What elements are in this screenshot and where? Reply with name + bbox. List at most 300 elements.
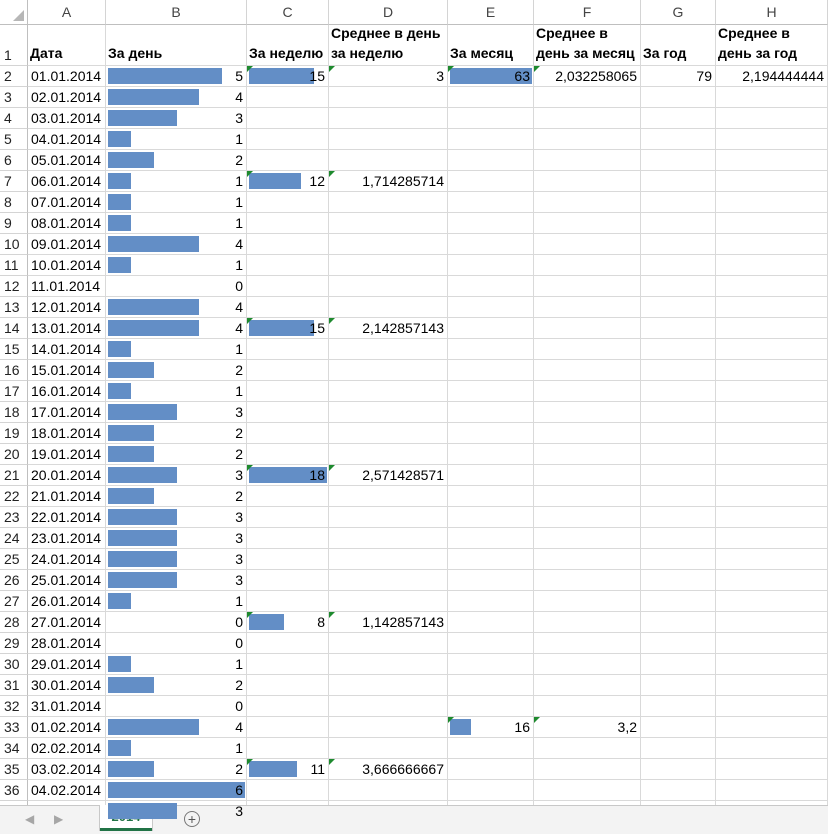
- cell-c[interactable]: [247, 444, 329, 465]
- cell-a[interactable]: [28, 255, 106, 276]
- cell-f[interactable]: [534, 696, 641, 717]
- cell-e[interactable]: [448, 255, 534, 276]
- cell-c[interactable]: [247, 591, 329, 612]
- cell-f[interactable]: [534, 87, 641, 108]
- cell-h[interactable]: [716, 486, 828, 507]
- row-header[interactable]: 17: [0, 381, 28, 402]
- cell-h[interactable]: [716, 612, 828, 633]
- cell-g[interactable]: [641, 738, 716, 759]
- cell-c[interactable]: [247, 171, 329, 192]
- row-header[interactable]: 6: [0, 150, 28, 171]
- cell-b[interactable]: [106, 87, 247, 108]
- cell-a[interactable]: [28, 360, 106, 381]
- cell-e[interactable]: [448, 381, 534, 402]
- row-header[interactable]: 23: [0, 507, 28, 528]
- cell-b[interactable]: [106, 717, 247, 738]
- cell-e[interactable]: [448, 192, 534, 213]
- cell-c[interactable]: [247, 549, 329, 570]
- cell-c[interactable]: [247, 780, 329, 801]
- cell-e[interactable]: [448, 423, 534, 444]
- row-header[interactable]: 27: [0, 591, 28, 612]
- cell-a[interactable]: [28, 612, 106, 633]
- cell-f[interactable]: [534, 66, 641, 87]
- cell-e[interactable]: [448, 570, 534, 591]
- cell-b[interactable]: [106, 444, 247, 465]
- cell-c[interactable]: [247, 234, 329, 255]
- cell-g[interactable]: [641, 696, 716, 717]
- row-header[interactable]: 13: [0, 297, 28, 318]
- cell-h[interactable]: [716, 381, 828, 402]
- cell-a[interactable]: [28, 87, 106, 108]
- cell-h[interactable]: [716, 255, 828, 276]
- cell-f[interactable]: [534, 612, 641, 633]
- cell-h[interactable]: [716, 444, 828, 465]
- cell-d[interactable]: [329, 486, 448, 507]
- cell-e[interactable]: [448, 780, 534, 801]
- cell-a[interactable]: [28, 276, 106, 297]
- cell-b[interactable]: [106, 381, 247, 402]
- cell-c[interactable]: [247, 129, 329, 150]
- row-header[interactable]: 7: [0, 171, 28, 192]
- cell-h[interactable]: [716, 759, 828, 780]
- cell-c[interactable]: [247, 87, 329, 108]
- triangle-right-icon[interactable]: ▶: [54, 812, 64, 826]
- cell-f[interactable]: [534, 213, 641, 234]
- cell-f[interactable]: [534, 381, 641, 402]
- row-header[interactable]: 10: [0, 234, 28, 255]
- row-header[interactable]: 14: [0, 318, 28, 339]
- cell-d[interactable]: [329, 738, 448, 759]
- cell-f[interactable]: [534, 339, 641, 360]
- cell-c[interactable]: [247, 150, 329, 171]
- cell-e[interactable]: [448, 633, 534, 654]
- cell-g[interactable]: [641, 360, 716, 381]
- row-header[interactable]: 4: [0, 108, 28, 129]
- cell-a[interactable]: [28, 402, 106, 423]
- cell-d[interactable]: [329, 255, 448, 276]
- cell-e[interactable]: [448, 465, 534, 486]
- cell-c[interactable]: [247, 528, 329, 549]
- cell-b[interactable]: [106, 339, 247, 360]
- cell-e[interactable]: [448, 675, 534, 696]
- column-header-g[interactable]: G: [641, 0, 716, 25]
- header-cell[interactable]: [28, 25, 106, 66]
- cell-h[interactable]: [716, 129, 828, 150]
- cell-d[interactable]: [329, 381, 448, 402]
- cell-g[interactable]: [641, 150, 716, 171]
- cell-f[interactable]: [534, 444, 641, 465]
- cell-b[interactable]: [106, 234, 247, 255]
- cell-d[interactable]: [329, 402, 448, 423]
- cell-b[interactable]: [106, 591, 247, 612]
- cell-f[interactable]: [534, 192, 641, 213]
- cell-b[interactable]: [106, 276, 247, 297]
- cell-d[interactable]: [329, 717, 448, 738]
- cell-d[interactable]: [329, 129, 448, 150]
- cell-d[interactable]: [329, 192, 448, 213]
- cell-c[interactable]: [247, 66, 329, 87]
- cell-b[interactable]: [106, 570, 247, 591]
- cell-f[interactable]: [534, 780, 641, 801]
- row-header[interactable]: 5: [0, 129, 28, 150]
- cell-c[interactable]: [247, 759, 329, 780]
- cell-f[interactable]: [534, 108, 641, 129]
- cell-a[interactable]: [28, 192, 106, 213]
- row-header[interactable]: 15: [0, 339, 28, 360]
- cell-h[interactable]: [716, 234, 828, 255]
- cell-b[interactable]: [106, 255, 247, 276]
- cell-c[interactable]: [247, 633, 329, 654]
- cell-e[interactable]: [448, 486, 534, 507]
- cell-b[interactable]: [106, 360, 247, 381]
- cell-h[interactable]: [716, 297, 828, 318]
- cell-b[interactable]: [106, 486, 247, 507]
- cell-b[interactable]: [106, 549, 247, 570]
- cell-a[interactable]: [28, 297, 106, 318]
- cell-a[interactable]: [28, 444, 106, 465]
- cell-c[interactable]: [247, 297, 329, 318]
- cell-g[interactable]: [641, 213, 716, 234]
- cell-e[interactable]: [448, 696, 534, 717]
- cell-h[interactable]: [716, 696, 828, 717]
- cell-h[interactable]: [716, 402, 828, 423]
- cell-b[interactable]: [106, 129, 247, 150]
- cell-e[interactable]: [448, 171, 534, 192]
- cell-a[interactable]: [28, 591, 106, 612]
- cell-e[interactable]: [448, 213, 534, 234]
- cell-c[interactable]: [247, 381, 329, 402]
- cell-h[interactable]: [716, 318, 828, 339]
- cell-g[interactable]: [641, 570, 716, 591]
- cell-d[interactable]: [329, 108, 448, 129]
- plus-circle-icon[interactable]: +: [184, 811, 200, 827]
- row-header[interactable]: 9: [0, 213, 28, 234]
- column-header-f[interactable]: F: [534, 0, 641, 25]
- cell-b[interactable]: [106, 465, 247, 486]
- cell-g[interactable]: [641, 255, 716, 276]
- row-header[interactable]: 16: [0, 360, 28, 381]
- row-header[interactable]: 20: [0, 444, 28, 465]
- cell-f[interactable]: [534, 402, 641, 423]
- cell-f[interactable]: [534, 633, 641, 654]
- cell-f[interactable]: [534, 297, 641, 318]
- cell-g[interactable]: [641, 717, 716, 738]
- cell-d[interactable]: [329, 171, 448, 192]
- cell-c[interactable]: [247, 465, 329, 486]
- cell-c[interactable]: [247, 612, 329, 633]
- cell-d[interactable]: [329, 549, 448, 570]
- cell-h[interactable]: [716, 276, 828, 297]
- cell-b[interactable]: [106, 297, 247, 318]
- cell-a[interactable]: [28, 108, 106, 129]
- cell-a[interactable]: [28, 759, 106, 780]
- cell-c[interactable]: [247, 423, 329, 444]
- cell-g[interactable]: [641, 171, 716, 192]
- cell-a[interactable]: [28, 339, 106, 360]
- cell-h[interactable]: [716, 423, 828, 444]
- cell-d[interactable]: [329, 612, 448, 633]
- cell-a[interactable]: [28, 318, 106, 339]
- cell-d[interactable]: [329, 528, 448, 549]
- cell-c[interactable]: [247, 570, 329, 591]
- cell-a[interactable]: [28, 381, 106, 402]
- cell-c[interactable]: [247, 696, 329, 717]
- cell-g[interactable]: [641, 465, 716, 486]
- cell-e[interactable]: [448, 87, 534, 108]
- cell-h[interactable]: [716, 360, 828, 381]
- row-header[interactable]: 31: [0, 675, 28, 696]
- cell-h[interactable]: [716, 654, 828, 675]
- cell-g[interactable]: [641, 276, 716, 297]
- cell-g[interactable]: [641, 297, 716, 318]
- header-cell[interactable]: [534, 25, 641, 66]
- cell-e[interactable]: [448, 129, 534, 150]
- cell-e[interactable]: [448, 654, 534, 675]
- cell-f[interactable]: [534, 570, 641, 591]
- header-cell[interactable]: [448, 25, 534, 66]
- column-header-e[interactable]: E: [448, 0, 534, 25]
- cell-a[interactable]: [28, 129, 106, 150]
- cell-b[interactable]: [106, 318, 247, 339]
- cell-f[interactable]: [534, 738, 641, 759]
- cell-g[interactable]: [641, 654, 716, 675]
- select-all-corner[interactable]: [0, 0, 28, 25]
- cell-g[interactable]: [641, 66, 716, 87]
- cell-b[interactable]: [106, 675, 247, 696]
- cell-d[interactable]: [329, 675, 448, 696]
- cell-g[interactable]: [641, 339, 716, 360]
- cell-d[interactable]: [329, 423, 448, 444]
- cell-b[interactable]: [106, 108, 247, 129]
- column-header-b[interactable]: B: [106, 0, 247, 25]
- cell-h[interactable]: [716, 570, 828, 591]
- cell-b[interactable]: [106, 66, 247, 87]
- cell-d[interactable]: [329, 297, 448, 318]
- cell-f[interactable]: [534, 759, 641, 780]
- cell-d[interactable]: [329, 633, 448, 654]
- row-header[interactable]: 18: [0, 402, 28, 423]
- cell-h[interactable]: [716, 717, 828, 738]
- cell-b[interactable]: [106, 759, 247, 780]
- cell-d[interactable]: [329, 465, 448, 486]
- row-header[interactable]: 28: [0, 612, 28, 633]
- cell-g[interactable]: [641, 381, 716, 402]
- cell-a[interactable]: [28, 570, 106, 591]
- column-header-c[interactable]: C: [247, 0, 329, 25]
- cell-f[interactable]: [534, 234, 641, 255]
- row-header[interactable]: 30: [0, 654, 28, 675]
- cell-h[interactable]: [716, 675, 828, 696]
- cell-e[interactable]: [448, 591, 534, 612]
- cell-b[interactable]: [106, 696, 247, 717]
- cell-g[interactable]: [641, 675, 716, 696]
- cell-a[interactable]: [28, 423, 106, 444]
- cell-a[interactable]: [28, 633, 106, 654]
- cell-h[interactable]: [716, 171, 828, 192]
- cell-f[interactable]: [534, 507, 641, 528]
- cell-d[interactable]: [329, 339, 448, 360]
- cell-c[interactable]: [247, 675, 329, 696]
- row-header[interactable]: 21: [0, 465, 28, 486]
- cell-d[interactable]: [329, 360, 448, 381]
- cell-c[interactable]: [247, 654, 329, 675]
- cell-h[interactable]: [716, 507, 828, 528]
- cell-f[interactable]: [534, 318, 641, 339]
- cell-a[interactable]: [28, 738, 106, 759]
- cell-g[interactable]: [641, 591, 716, 612]
- cell-f[interactable]: [534, 255, 641, 276]
- cell-a[interactable]: [28, 465, 106, 486]
- header-cell[interactable]: [247, 25, 329, 66]
- cell-f[interactable]: [534, 465, 641, 486]
- header-cell[interactable]: [106, 25, 247, 66]
- cell-a[interactable]: [28, 507, 106, 528]
- column-header-a[interactable]: A: [28, 0, 106, 25]
- cell-h[interactable]: [716, 528, 828, 549]
- cell-g[interactable]: [641, 108, 716, 129]
- cell-b[interactable]: [106, 213, 247, 234]
- cell-f[interactable]: [534, 528, 641, 549]
- cell-f[interactable]: [534, 150, 641, 171]
- cell-g[interactable]: [641, 192, 716, 213]
- row-header[interactable]: 29: [0, 633, 28, 654]
- cell-f[interactable]: [534, 129, 641, 150]
- cell-g[interactable]: [641, 612, 716, 633]
- row-header[interactable]: 11: [0, 255, 28, 276]
- cell-f[interactable]: [534, 423, 641, 444]
- cell-d[interactable]: [329, 444, 448, 465]
- cell-b[interactable]: [106, 423, 247, 444]
- cell-h[interactable]: [716, 339, 828, 360]
- cell-d[interactable]: [329, 780, 448, 801]
- row-header[interactable]: 34: [0, 738, 28, 759]
- cell-g[interactable]: [641, 402, 716, 423]
- row-header[interactable]: 2: [0, 66, 28, 87]
- cell-a[interactable]: [28, 780, 106, 801]
- cell-c[interactable]: [247, 318, 329, 339]
- cell-a[interactable]: [28, 528, 106, 549]
- cell-e[interactable]: [448, 234, 534, 255]
- cell-b[interactable]: [106, 633, 247, 654]
- cell-e[interactable]: [448, 444, 534, 465]
- cell-c[interactable]: [247, 213, 329, 234]
- cell-g[interactable]: [641, 318, 716, 339]
- cell-d[interactable]: [329, 234, 448, 255]
- cell-d[interactable]: [329, 591, 448, 612]
- cell-e[interactable]: [448, 108, 534, 129]
- cell-h[interactable]: [716, 549, 828, 570]
- cell-d[interactable]: [329, 570, 448, 591]
- cell-h[interactable]: [716, 591, 828, 612]
- cell-h[interactable]: [716, 780, 828, 801]
- cell-h[interactable]: [716, 465, 828, 486]
- cell-c[interactable]: [247, 339, 329, 360]
- cell-d[interactable]: [329, 507, 448, 528]
- cell-f[interactable]: [534, 654, 641, 675]
- cell-a[interactable]: [28, 717, 106, 738]
- row-header[interactable]: 19: [0, 423, 28, 444]
- cell-c[interactable]: [247, 255, 329, 276]
- cell-b[interactable]: [106, 192, 247, 213]
- cell-c[interactable]: [247, 738, 329, 759]
- cell-b[interactable]: [106, 402, 247, 423]
- cell-f[interactable]: [534, 675, 641, 696]
- cell-c[interactable]: [247, 360, 329, 381]
- cell-b[interactable]: [106, 171, 247, 192]
- cell-a[interactable]: [28, 66, 106, 87]
- cell-h[interactable]: [716, 150, 828, 171]
- cell-h[interactable]: [716, 213, 828, 234]
- cell-g[interactable]: [641, 486, 716, 507]
- cell-e[interactable]: [448, 297, 534, 318]
- cell-a[interactable]: [28, 150, 106, 171]
- cell-e[interactable]: [448, 276, 534, 297]
- cell-h[interactable]: [716, 633, 828, 654]
- cell-e[interactable]: [448, 318, 534, 339]
- cell-g[interactable]: [641, 423, 716, 444]
- cell-b[interactable]: [106, 738, 247, 759]
- cell-e[interactable]: [448, 528, 534, 549]
- cell-h[interactable]: [716, 738, 828, 759]
- row-header[interactable]: 35: [0, 759, 28, 780]
- cell-f[interactable]: [534, 549, 641, 570]
- cell-e[interactable]: [448, 759, 534, 780]
- cell-f[interactable]: [534, 360, 641, 381]
- cell-e[interactable]: [448, 360, 534, 381]
- triangle-left-icon[interactable]: ◀: [25, 812, 35, 826]
- cell-a[interactable]: [28, 486, 106, 507]
- cell-f[interactable]: [534, 171, 641, 192]
- cell-c[interactable]: [247, 108, 329, 129]
- cell-h[interactable]: [716, 192, 828, 213]
- row-header[interactable]: 3: [0, 87, 28, 108]
- cell-d[interactable]: [329, 150, 448, 171]
- cell-f[interactable]: [534, 717, 641, 738]
- cell-c[interactable]: [247, 402, 329, 423]
- cell-e[interactable]: [448, 612, 534, 633]
- cell-g[interactable]: [641, 444, 716, 465]
- cell-c[interactable]: [247, 276, 329, 297]
- row-header[interactable]: 36: [0, 780, 28, 801]
- cell-g[interactable]: [641, 129, 716, 150]
- cell-e[interactable]: [448, 339, 534, 360]
- cell-b[interactable]: [106, 150, 247, 171]
- cell-g[interactable]: [641, 633, 716, 654]
- cell-a[interactable]: [28, 213, 106, 234]
- cell-d[interactable]: [329, 318, 448, 339]
- cell-e[interactable]: [448, 738, 534, 759]
- cell-g[interactable]: [641, 759, 716, 780]
- cell-h[interactable]: [716, 87, 828, 108]
- column-header-h[interactable]: H: [716, 0, 828, 25]
- cell-d[interactable]: [329, 87, 448, 108]
- row-header[interactable]: 8: [0, 192, 28, 213]
- cell-h[interactable]: [716, 108, 828, 129]
- cell-g[interactable]: [641, 507, 716, 528]
- cell-e[interactable]: [448, 150, 534, 171]
- column-header-d[interactable]: D: [329, 0, 448, 25]
- cell-a[interactable]: [28, 549, 106, 570]
- cell-b[interactable]: [106, 654, 247, 675]
- cell-g[interactable]: [641, 234, 716, 255]
- cell-a[interactable]: [28, 696, 106, 717]
- cell-e[interactable]: [448, 402, 534, 423]
- row-header[interactable]: 33: [0, 717, 28, 738]
- cell-e[interactable]: [448, 549, 534, 570]
- cell-b[interactable]: [106, 612, 247, 633]
- cell-d[interactable]: [329, 696, 448, 717]
- cell-c[interactable]: [247, 192, 329, 213]
